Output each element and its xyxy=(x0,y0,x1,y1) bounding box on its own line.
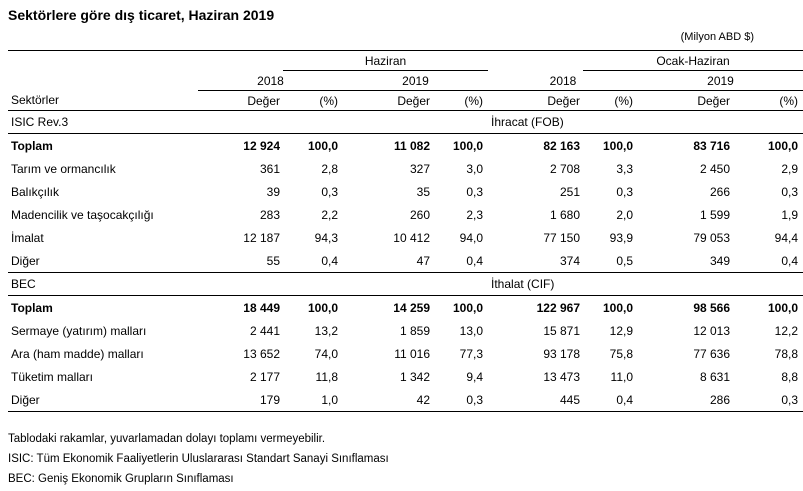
page-title: Sektörlere göre dış ticaret, Haziran 2019 xyxy=(8,7,275,23)
value-cell: 361 xyxy=(259,161,280,176)
percent-cell: 2,9 xyxy=(781,161,799,176)
value-cell: 55 xyxy=(198,249,283,273)
value-cell: 47 xyxy=(343,249,433,273)
pct-header: (%) xyxy=(733,91,803,111)
table-row xyxy=(8,365,803,388)
value-cell: 266 xyxy=(709,184,731,199)
percent-cell: 9,4 xyxy=(466,369,484,384)
percent-cell: 100,0 xyxy=(452,300,484,315)
table-row xyxy=(8,249,803,273)
percent-cell: 0,4 xyxy=(433,249,488,273)
percent-cell: 2,0 xyxy=(616,207,634,222)
percent-cell: 100,0 xyxy=(767,138,799,153)
value-cell: 77 150 xyxy=(543,230,581,245)
percent-cell: 11,8 xyxy=(315,369,338,384)
pct-header: (%) xyxy=(433,91,488,111)
year-header: 2018 xyxy=(198,71,343,91)
value-cell: 15 871 xyxy=(543,323,581,338)
percent-cell: 100,0 xyxy=(767,300,799,315)
year-header: 2019 xyxy=(343,71,488,91)
percent-cell: 2,2 xyxy=(321,207,338,222)
value-cell: 77 636 xyxy=(693,346,731,361)
percent-cell: 100,0 xyxy=(452,138,484,153)
year-header: 2018 xyxy=(488,71,638,91)
value-cell: 286 xyxy=(638,388,733,412)
percent-cell: 8,8 xyxy=(781,369,799,384)
percent-cell: 94,4 xyxy=(774,230,799,245)
table-row xyxy=(8,319,803,342)
value-header: Değer xyxy=(638,91,733,111)
percent-cell: 12,9 xyxy=(609,323,634,338)
percent-cell: 0,3 xyxy=(321,184,338,199)
value-cell: 2 177 xyxy=(249,369,280,384)
value-cell: 1 859 xyxy=(399,323,430,338)
export_section-header-row xyxy=(8,111,803,134)
percent-cell: 100,0 xyxy=(602,138,634,153)
percent-cell: 0,3 xyxy=(616,184,634,199)
percent-cell: 0,5 xyxy=(583,249,638,273)
period-ocak-haziran: Ocak-Haziran xyxy=(583,51,803,71)
row-label: Diğer xyxy=(8,388,198,412)
value-cell: 374 xyxy=(488,249,583,273)
row-label: Madencilik ve taşocakçılığı xyxy=(11,207,154,222)
value-cell: 11 082 xyxy=(393,138,430,153)
percent-cell: 94,0 xyxy=(459,230,484,245)
percent-cell: 12,2 xyxy=(774,323,799,338)
percent-cell: 13,2 xyxy=(314,323,338,338)
value-header: Değer xyxy=(343,91,433,111)
sector-header: Sektörler xyxy=(8,91,198,111)
footnote: BEC: Geniş Ekonomik Grupların Sınıflaması xyxy=(8,473,234,485)
percent-cell: 0,3 xyxy=(466,184,484,199)
value-cell: 1 342 xyxy=(399,369,430,384)
percent-cell: 0,3 xyxy=(433,388,488,412)
header-row-periods xyxy=(8,51,803,71)
percent-cell: 74,0 xyxy=(314,346,338,361)
percent-cell: 0,4 xyxy=(583,388,638,412)
table-row xyxy=(8,388,803,412)
value-cell: 83 716 xyxy=(693,138,731,153)
value-cell: 10 412 xyxy=(393,230,430,245)
table-row xyxy=(8,134,803,158)
table-row xyxy=(8,342,803,365)
value-cell: 14 259 xyxy=(393,300,430,315)
table-row xyxy=(8,203,803,226)
row-label: Toplam xyxy=(11,300,53,315)
import_section-header-row xyxy=(8,273,803,296)
percent-cell: 13,0 xyxy=(459,323,484,338)
year-header: 2019 xyxy=(638,71,803,91)
row-label: Toplam xyxy=(11,138,53,153)
value-cell: 42 xyxy=(343,388,433,412)
value-cell: 13 652 xyxy=(243,346,280,361)
value-cell: 11 016 xyxy=(394,346,430,361)
value-cell: 2 441 xyxy=(249,323,280,338)
table-row xyxy=(8,157,803,180)
value-cell: 98 566 xyxy=(693,300,731,315)
header-row-columns xyxy=(8,91,803,111)
row-label: Balıkçılık xyxy=(11,184,60,199)
footnote: Tablodaki rakamlar, yuvarlamadan dolayı toplamı vermeyebilir. xyxy=(8,433,326,445)
percent-cell: 94,3 xyxy=(314,230,338,245)
percent-cell: 3,3 xyxy=(616,161,634,176)
classification-label: BEC xyxy=(8,273,198,296)
percent-cell: 0,3 xyxy=(733,388,803,412)
table-row xyxy=(8,226,803,249)
percent-cell: 0,4 xyxy=(733,249,803,273)
footnote: ISIC: Tüm Ekonomik Faaliyetlerin Uluslararası Standart Sanayi Sınıflaması xyxy=(8,453,389,465)
value-cell: 122 967 xyxy=(536,300,581,315)
row-label: Tüketim malları xyxy=(11,369,94,384)
value-cell: 8 631 xyxy=(699,369,731,384)
classification-label: ISIC Rev.3 xyxy=(8,111,198,134)
header-row-years xyxy=(8,71,803,91)
percent-cell: 1,0 xyxy=(283,388,343,412)
percent-cell: 0,3 xyxy=(781,184,799,199)
value-cell: 35 xyxy=(416,184,430,199)
percent-cell: 0,4 xyxy=(283,249,343,273)
row-label: İmalat xyxy=(11,230,44,245)
period-haziran: Haziran xyxy=(283,51,488,71)
table-row xyxy=(8,296,803,320)
percent-cell: 2,8 xyxy=(321,161,338,176)
row-label: Ara (ham madde) malları xyxy=(11,346,144,361)
percent-cell: 78,8 xyxy=(774,346,799,361)
value-cell: 1 680 xyxy=(549,207,581,222)
value-cell: 349 xyxy=(638,249,733,273)
footnotes xyxy=(8,429,389,489)
row-label: Diğer xyxy=(8,249,198,273)
value-cell: 260 xyxy=(409,207,430,222)
value-cell: 2 708 xyxy=(549,161,581,176)
value-cell: 12 924 xyxy=(243,138,280,153)
percent-cell: 75,8 xyxy=(609,346,634,361)
value-cell: 2 450 xyxy=(699,161,731,176)
percent-cell: 11,0 xyxy=(610,369,634,384)
value-cell: 18 449 xyxy=(243,300,280,315)
unit-label: (Milyon ABD $) xyxy=(680,31,754,43)
value-cell: 82 163 xyxy=(543,138,581,153)
percent-cell: 2,3 xyxy=(466,207,484,222)
pct-header: (%) xyxy=(583,91,638,111)
value-cell: 445 xyxy=(488,388,583,412)
percent-cell: 77,3 xyxy=(459,346,484,361)
value-header: Değer xyxy=(488,91,583,111)
trade-table xyxy=(8,50,803,412)
value-cell: 327 xyxy=(409,161,430,176)
value-cell: 283 xyxy=(259,207,280,222)
row-label: Tarım ve ormancılık xyxy=(11,161,116,176)
value-cell: 179 xyxy=(198,388,283,412)
percent-cell: 100,0 xyxy=(307,138,338,153)
value-cell: 12 187 xyxy=(243,230,280,245)
value-cell: 79 053 xyxy=(693,230,731,245)
percent-cell: 1,9 xyxy=(781,207,799,222)
section-label: İthalat (CIF) xyxy=(488,273,803,296)
value-cell: 13 473 xyxy=(543,369,581,384)
value-cell: 12 013 xyxy=(693,323,731,338)
value-header: Değer xyxy=(198,91,283,111)
value-cell: 39 xyxy=(266,184,280,199)
value-cell: 93 178 xyxy=(543,346,581,361)
percent-cell: 3,0 xyxy=(466,161,484,176)
row-label: Sermaye (yatırım) malları xyxy=(11,323,147,338)
percent-cell: 100,0 xyxy=(602,300,634,315)
pct-header: (%) xyxy=(283,91,343,111)
table-row xyxy=(8,180,803,203)
value-cell: 1 599 xyxy=(699,207,731,222)
section-label: İhracat (FOB) xyxy=(488,111,803,134)
value-cell: 251 xyxy=(559,184,581,199)
percent-cell: 93,9 xyxy=(609,230,634,245)
percent-cell: 100,0 xyxy=(307,300,338,315)
